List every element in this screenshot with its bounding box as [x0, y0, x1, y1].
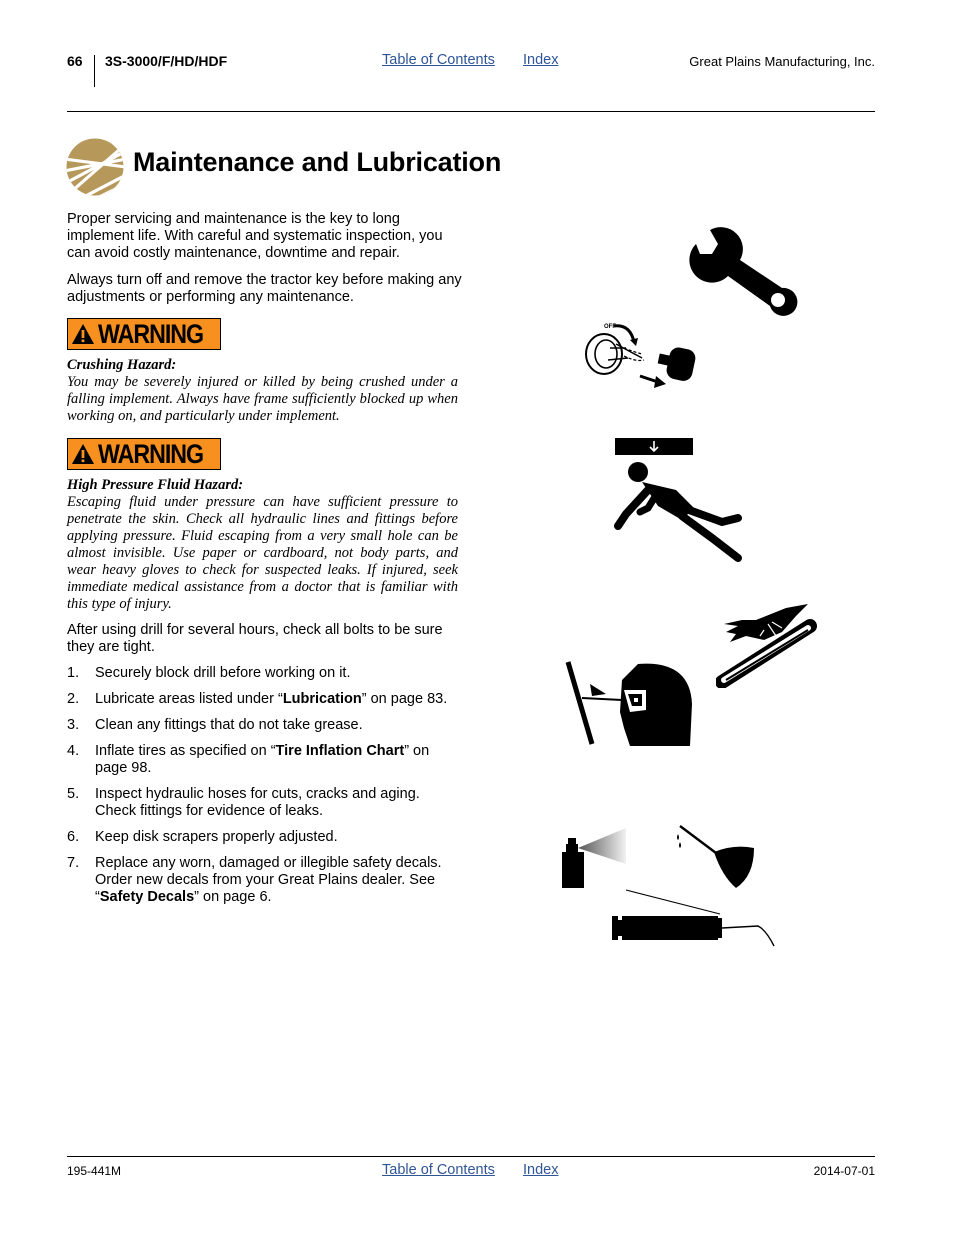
list-item-text: Securely block drill before working on it.: [95, 665, 351, 681]
list-item: [67, 743, 462, 777]
high-pressure-fluid-hand-icon: [716, 602, 820, 688]
index-link[interactable]: Index: [523, 52, 559, 68]
list-item-text: Replace any worn, damaged or illegible safety decals. Order new decals from your Great Plains dealer. See “: [95, 855, 442, 905]
list-item-number: 3.: [67, 717, 80, 733]
ignition-off-label: OFF: [604, 324, 616, 330]
wrench-icon: [688, 226, 808, 322]
list-item: [67, 691, 462, 708]
list-item: [67, 829, 462, 846]
warning-label: [67, 318, 221, 350]
maintenance-steps: [67, 665, 462, 915]
footer-toc-link[interactable]: Table of Contents: [382, 1162, 495, 1178]
list-item: [67, 665, 462, 682]
grease-gun-icon: [610, 888, 780, 948]
model-name: 3S-3000/F/HD/HDF: [105, 53, 228, 69]
warning-text: WARNING: [98, 318, 204, 349]
list-item-text: Keep disk scrapers properly adjusted.: [95, 829, 338, 845]
company-name: Great Plains Manufacturing, Inc.: [689, 54, 875, 69]
oil-can-icon: [674, 822, 758, 890]
list-item-reference: Lubrication: [282, 691, 362, 707]
great-plains-logo-icon: [66, 138, 124, 196]
header-rule: [67, 111, 875, 112]
ignition-key-icon: [584, 318, 704, 392]
list-item: [67, 855, 462, 906]
list-item-reference: Tire Inflation Chart: [275, 743, 405, 759]
list-item-number: 7.: [67, 855, 80, 871]
intro-paragraph: Always turn off and remove the tractor key before making any adjustments or performing any maintenance.: [67, 272, 462, 305]
hazard-text: Escaping fluid under pressure can have sufficient pressure to penetrate the skin. Check all hydraulic lines and fittings before applying pressure. Fluid escaping from a very small hole can be almost invisible. Use paper or cardboard, not body parts, and wear heavy gloves to check for suspected leaks. If injured, seek immediate medical assistance from a doctor that is familiar with this type of injury.: [67, 494, 458, 612]
hazard-text: You may be severely injured or killed by being crushed under a falling implement. Always have frame sufficiently blocked up when working on, and particularly under implement.: [67, 374, 458, 424]
list-item-text: Inspect hydraulic hoses for cuts, cracks and aging. Check fittings for evidence of leaks.: [95, 786, 420, 819]
page-number: 66: [67, 53, 83, 69]
hazard-title: Crushing Hazard:: [67, 357, 177, 373]
header-divider: [94, 55, 95, 87]
alert-triangle-icon: [71, 443, 95, 465]
list-item-text: ” on page 6.: [194, 889, 272, 905]
list-item-number: 2.: [67, 691, 80, 707]
list-item-text: ” on page 98.: [95, 743, 430, 776]
hazard-title: High Pressure Fluid Hazard:: [67, 477, 244, 493]
document-code: 195-441M: [67, 1164, 122, 1178]
list-item-number: 1.: [67, 665, 80, 681]
after-paragraph: After using drill for several hours, check all bolts to be sure they are tight.: [67, 622, 443, 655]
crushing-hazard-icon: [612, 436, 744, 566]
list-item-text: Lubricate areas listed under “: [95, 691, 283, 707]
list-item: [67, 717, 462, 734]
list-item-number: 5.: [67, 786, 80, 802]
document-date: 2014-07-01: [813, 1164, 875, 1178]
intro-section: [67, 211, 462, 306]
list-item-number: 4.: [67, 743, 80, 759]
face-shield-icon: [562, 660, 698, 750]
intro-paragraph: Proper servicing and maintenance is the key to long implement life. With careful and systematic inspection, you can avoid costly maintenance, downtime and repair.: [67, 211, 443, 261]
warning-text: WARNING: [98, 438, 204, 469]
footer-index-link[interactable]: Index: [523, 1162, 559, 1178]
footer-rule: [67, 1156, 875, 1157]
list-item-number: 6.: [67, 829, 80, 845]
list-item-text: Clean any fittings that do not take grease.: [95, 717, 363, 733]
list-item-text: Inflate tires as specified on “: [95, 743, 276, 759]
list-item-reference: Safety Decals: [99, 889, 195, 905]
toc-link[interactable]: Table of Contents: [382, 52, 495, 68]
alert-triangle-icon: [71, 323, 95, 345]
spray-can-icon: [560, 826, 628, 890]
page-title: Maintenance and Lubrication: [133, 147, 502, 177]
warning-label: [67, 438, 221, 470]
list-item: [67, 786, 462, 820]
list-item-text: ” on page 83.: [361, 691, 448, 707]
